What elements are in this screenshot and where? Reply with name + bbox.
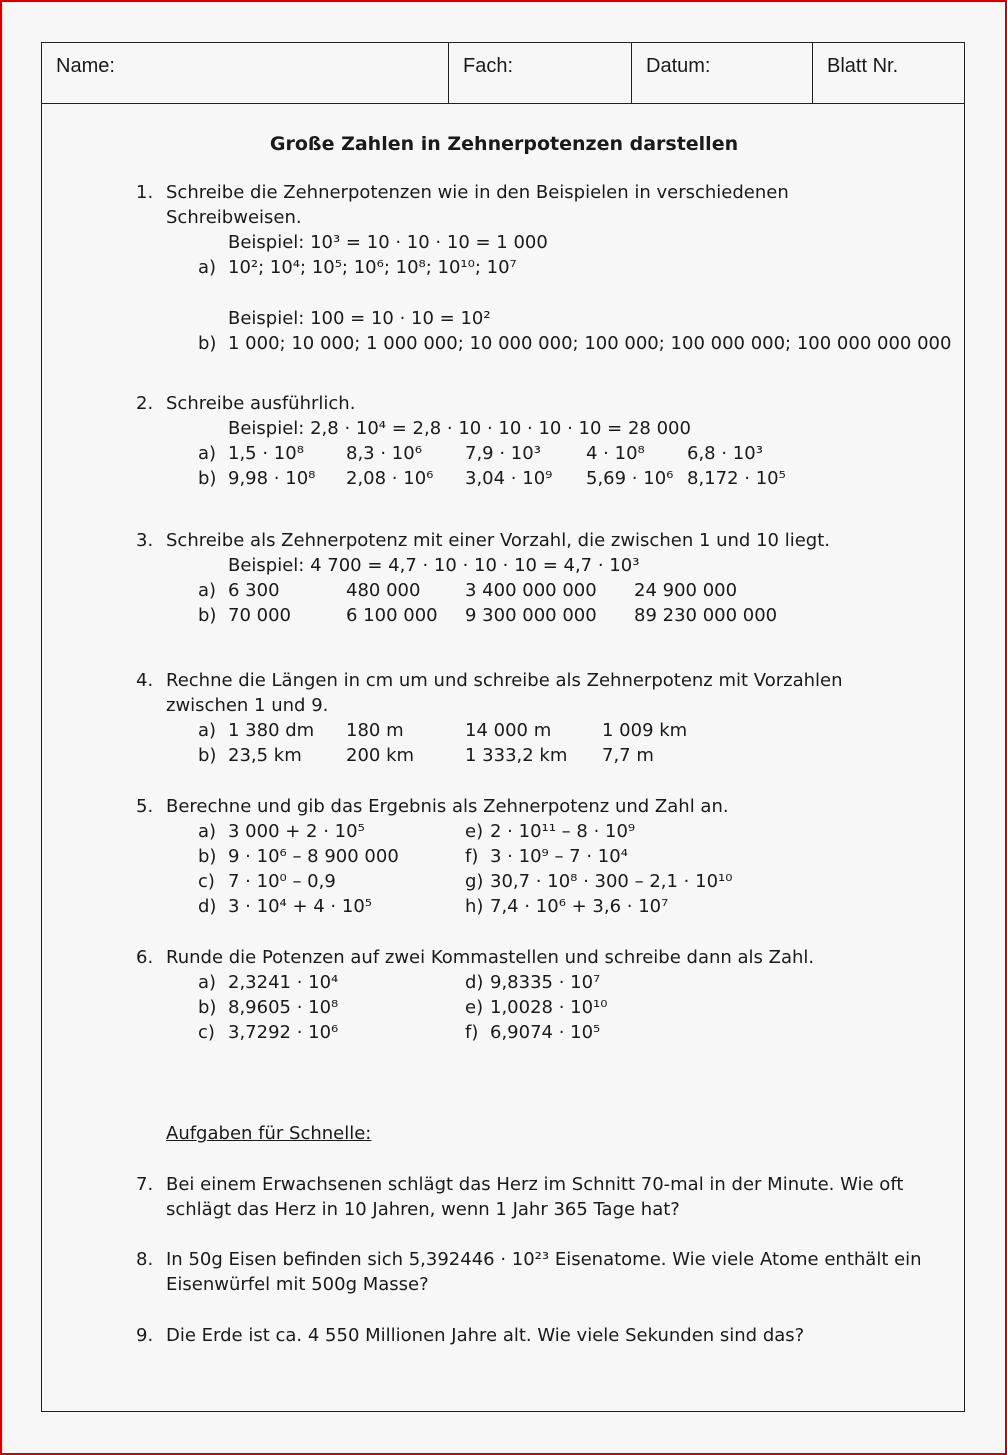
task-6-number: 6.	[136, 947, 154, 968]
task-5-expr: 2 · 10¹¹ – 8 · 10⁹	[490, 821, 636, 842]
task-1-example-b: Beispiel: 100 = 10 · 10 = 10²	[228, 308, 491, 329]
task-6-text: Runde die Potenzen auf zwei Kommastellen und schreibe dann als Zahl.	[166, 947, 815, 968]
task-2-b-item: 3,04 · 10⁹	[465, 468, 553, 489]
task-6-expr: 3,7292 · 10⁶	[228, 1022, 339, 1043]
task-2-a-item: 1,5 · 10⁸	[228, 443, 304, 464]
task-5-expr: 30,7 · 10⁸ · 300 – 2,1 · 10¹⁰	[490, 871, 733, 892]
task-6-label: a)	[198, 972, 217, 993]
task-2-a-item: 8,3 · 10⁶	[346, 443, 422, 464]
subject-label: Fach:	[463, 55, 514, 77]
task-2-text: Schreibe ausführlich.	[166, 393, 356, 414]
task-5-label: h)	[465, 896, 484, 917]
task-2-b-item: 8,172 · 10⁵	[687, 468, 786, 489]
task-1-a-items: 10²; 10⁴; 10⁵; 10⁶; 10⁸; 10¹⁰; 10⁷	[228, 257, 517, 278]
task-1-b-label: b)	[198, 333, 217, 354]
task-2-a-item: 6,8 · 10³	[687, 443, 763, 464]
task-5-text: Berechne und gib das Ergebnis als Zehnerpotenz und Zahl an.	[166, 796, 729, 817]
task-7-number: 7.	[136, 1174, 154, 1195]
task-5-label: f)	[465, 846, 479, 867]
task-1-a-label: a)	[198, 257, 217, 278]
task-5-label: e)	[465, 821, 484, 842]
task-3-number: 3.	[136, 530, 154, 551]
task-5-expr: 3 000 + 2 · 10⁵	[228, 821, 365, 842]
task-4-text-2: zwischen 1 und 9.	[166, 695, 329, 716]
task-5-expr: 7,4 · 10⁶ + 3,6 · 10⁷	[490, 896, 669, 917]
task-3-a-item: 24 900 000	[634, 580, 738, 601]
task-5-label: d)	[198, 896, 217, 917]
task-5-expr: 3 · 10⁹ – 7 · 10⁴	[490, 846, 628, 867]
task-6-expr: 6,9074 · 10⁵	[490, 1022, 601, 1043]
task-8-number: 8.	[136, 1249, 154, 1270]
task-5-label: a)	[198, 821, 217, 842]
task-6-label: b)	[198, 997, 217, 1018]
task-9-number: 9.	[136, 1325, 154, 1346]
task-6-label: d)	[465, 972, 484, 993]
subject-field[interactable]	[448, 43, 631, 103]
task-5-number: 5.	[136, 796, 154, 817]
task-2-b-item: 2,08 · 10⁶	[346, 468, 434, 489]
task-1-b-items: 1 000; 10 000; 1 000 000; 10 000 000; 100 000; 100 000 000; 100 000 000 000	[228, 333, 952, 354]
task-8-text-2: Eisenwürfel mit 500g Masse?	[166, 1274, 429, 1295]
task-4-number: 4.	[136, 670, 154, 691]
task-1-number: 1.	[136, 182, 154, 203]
task-1-example-a: Beispiel: 10³ = 10 · 10 · 10 = 1 000	[228, 232, 548, 253]
task-3-example: Beispiel: 4 700 = 4,7 · 10 · 10 · 10 = 4,7 · 10³	[228, 555, 640, 576]
task-4-a-item: 180 m	[346, 720, 404, 741]
name-field[interactable]	[42, 43, 448, 103]
task-6-label: f)	[465, 1022, 479, 1043]
task-3-a-item: 480 000	[346, 580, 421, 601]
task-4-a-item: 14 000 m	[465, 720, 552, 741]
task-4-b-item: 23,5 km	[228, 745, 302, 766]
sheet-number-label: Blatt Nr.	[827, 55, 899, 77]
task-5-label: g)	[465, 871, 484, 892]
task-6-expr: 8,9605 · 10⁸	[228, 997, 339, 1018]
task-4-a-item: 1 380 dm	[228, 720, 315, 741]
task-3-a-item: 3 400 000 000	[465, 580, 597, 601]
worksheet	[41, 42, 965, 1412]
task-2-number: 2.	[136, 393, 154, 414]
task-6-label: e)	[465, 997, 484, 1018]
task-3-a-label: a)	[198, 580, 217, 601]
task-1-text-2: Schreibweisen.	[166, 207, 302, 228]
task-6-expr: 9,8335 · 10⁷	[490, 972, 601, 993]
task-4-b-item: 7,7 m	[602, 745, 654, 766]
task-3-a-item: 6 300	[228, 580, 280, 601]
task-4-b-item: 1 333,2 km	[465, 745, 568, 766]
task-2-example: Beispiel: 2,8 · 10⁴ = 2,8 · 10 · 10 · 10 · 10 = 28 000	[228, 418, 691, 439]
task-1-text: Schreibe die Zehnerpotenzen wie in den Beispielen in verschiedenen	[166, 182, 789, 203]
task-6-expr: 2,3241 · 10⁴	[228, 972, 339, 993]
task-5-expr: 7 · 10⁰ – 0,9	[228, 871, 336, 892]
task-3-b-item: 70 000	[228, 605, 291, 626]
task-3-text: Schreibe als Zehnerpotenz mit einer Vorzahl, die zwischen 1 und 10 liegt.	[166, 530, 830, 551]
task-2-b-item: 5,69 · 10⁶	[586, 468, 674, 489]
task-5-label: b)	[198, 846, 217, 867]
task-3-b-label: b)	[198, 605, 217, 626]
task-2-b-item: 9,98 · 10⁸	[228, 468, 316, 489]
task-3-b-item: 89 230 000 000	[634, 605, 778, 626]
page-title: Große Zahlen in Zehnerpotenzen darstellen	[269, 133, 739, 155]
task-2-a-item: 7,9 · 10³	[465, 443, 541, 464]
task-7-text: Bei einem Erwachsenen schlägt das Herz im Schnitt 70-mal in der Minute. Wie oft	[166, 1174, 904, 1195]
task-2-a-item: 4 · 10⁸	[586, 443, 645, 464]
task-2-a-label: a)	[198, 443, 217, 464]
task-3-b-item: 6 100 000	[346, 605, 438, 626]
task-6-label: c)	[198, 1022, 215, 1043]
task-9-text: Die Erde ist ca. 4 550 Millionen Jahre alt. Wie viele Sekunden sind das?	[166, 1325, 805, 1346]
task-5-expr: 9 · 10⁶ – 8 900 000	[228, 846, 399, 867]
task-8-text: In 50g Eisen befinden sich 5,392446 · 10²³ Eisenatome. Wie viele Atome enthält ein	[166, 1249, 922, 1270]
task-6-expr: 1,0028 · 10¹⁰	[490, 997, 608, 1018]
sheet-number-field[interactable]	[812, 43, 966, 103]
name-label: Name:	[56, 55, 115, 77]
fast-tasks-heading: Aufgaben für Schnelle:	[166, 1123, 372, 1144]
task-7-text-2: schlägt das Herz in 10 Jahren, wenn 1 Jahr 365 Tage hat?	[166, 1199, 680, 1220]
date-label: Datum:	[646, 55, 711, 77]
task-4-text: Rechne die Längen in cm um und schreibe als Zehnerpotenz mit Vorzahlen	[166, 670, 843, 691]
header-row	[42, 43, 964, 104]
task-4-b-label: b)	[198, 745, 217, 766]
task-4-a-label: a)	[198, 720, 217, 741]
task-2-b-label: b)	[198, 468, 217, 489]
task-4-a-item: 1 009 km	[602, 720, 688, 741]
task-5-expr: 3 · 10⁴ + 4 · 10⁵	[228, 896, 372, 917]
task-4-b-item: 200 km	[346, 745, 415, 766]
task-5-label: c)	[198, 871, 215, 892]
date-field[interactable]	[631, 43, 812, 103]
task-3-b-item: 9 300 000 000	[465, 605, 597, 626]
